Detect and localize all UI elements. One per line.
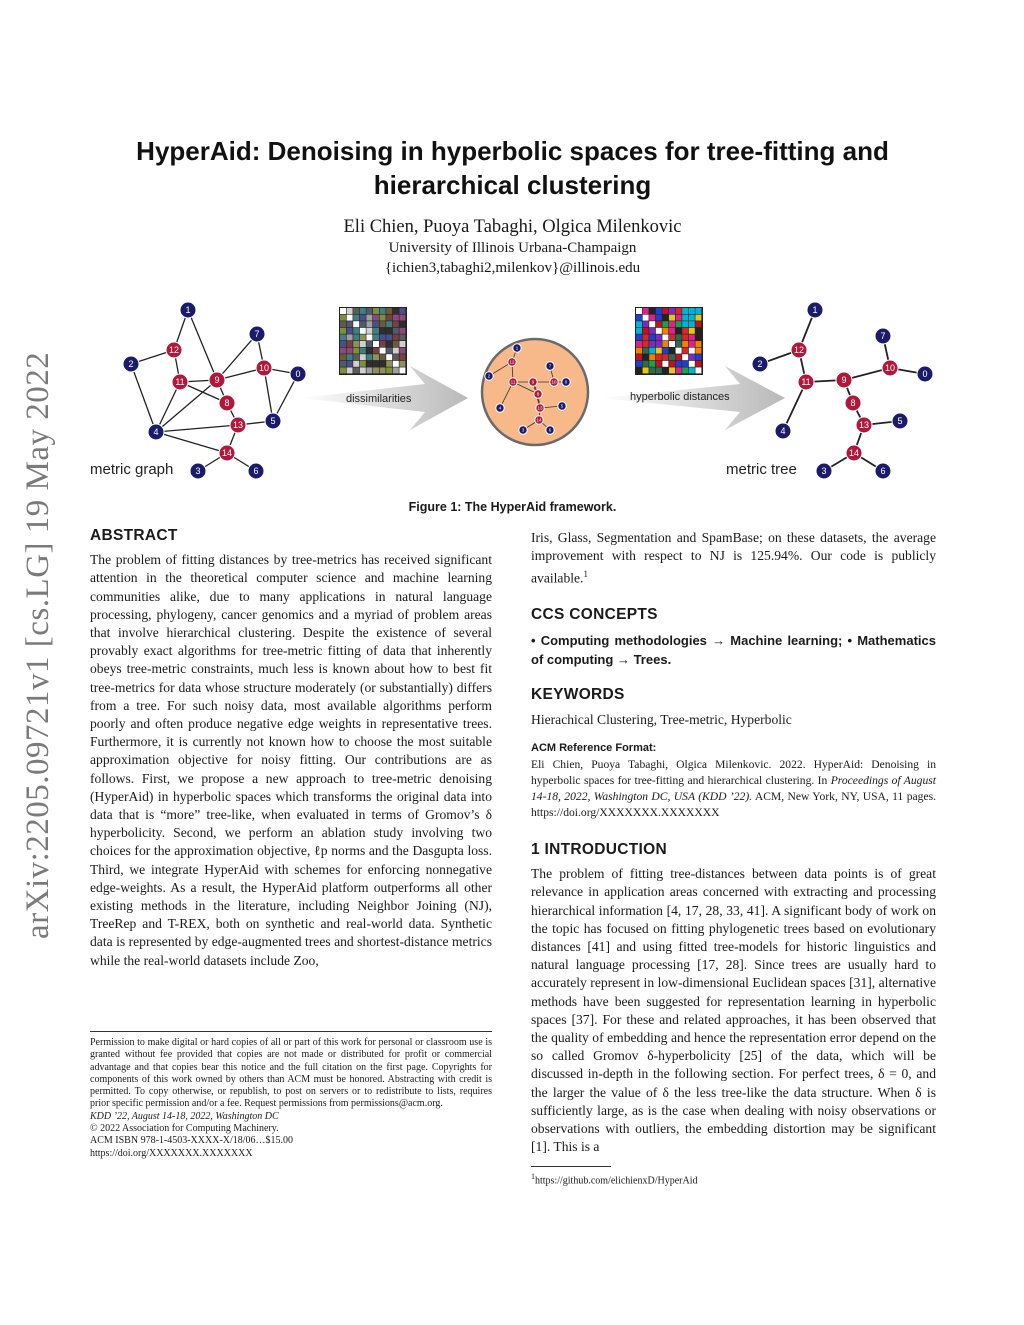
matrix-cell <box>373 367 379 373</box>
matrix-cell <box>682 315 688 321</box>
matrix-cell <box>669 341 675 347</box>
matrix-cell <box>340 361 346 367</box>
matrix-cell <box>366 341 372 347</box>
permission-block <box>90 1037 492 1160</box>
authors: Eli Chien, Puoya Tabaghi, Olgica Milenkovic <box>343 217 682 237</box>
matrix-cell <box>695 308 701 314</box>
matrix-cell <box>399 367 405 373</box>
matrix-cell <box>340 334 346 340</box>
matrix-cell <box>386 334 392 340</box>
matrix-cell <box>682 308 688 314</box>
graph-node-label: 7 <box>254 329 260 340</box>
permission-text: Permission to make digital or hard copies of all or part of this work for personal or classroom use is granted without fee provided that copies are not made or distributed for profit or commercial advantage and that copies bear this notice and the full citation on the first page. Copyrights for components of this work owned by others than ACM must be honored. Abstracting with credit is permitted. To copy otherwise, or republish, to post on servers or to redistribute to lists, requires prior specific permission and/or a fee. Request permissions from permissions@acm.org. <box>90 1037 492 1110</box>
matrix-cell <box>662 321 668 327</box>
footnote-url: https://github.com/elichienxD/HyperAid <box>535 1175 698 1187</box>
matrix-cell <box>662 328 668 334</box>
graph-node-label: 12 <box>168 345 180 356</box>
matrix-cell <box>695 367 701 373</box>
keywords-text: Hierachical Clustering, Tree-metric, Hyperbolic <box>531 711 792 727</box>
matrix-cell <box>360 328 366 334</box>
disk-node-label: 2 <box>487 373 491 379</box>
acm-ref-heading: ACM Reference Format: <box>531 741 657 754</box>
graph-edge <box>156 432 227 453</box>
disk-node-label: 9 <box>531 379 535 385</box>
matrix-cell <box>366 334 372 340</box>
matrix-cell <box>393 348 399 354</box>
matrix-cell <box>662 341 668 347</box>
matrix-cell <box>366 367 372 373</box>
matrix-cell <box>393 334 399 340</box>
matrix-cell <box>682 328 688 334</box>
matrix-cell <box>669 334 675 340</box>
matrix-cell <box>373 308 379 314</box>
ccs-concepts: • Computing methodologies → Machine learning; • Mathematics of computing → Trees. <box>531 633 936 668</box>
tree-node-label: 3 <box>821 466 827 477</box>
affiliation: University of Illinois Urbana-Champaign <box>388 240 637 256</box>
disk-node-label: 8 <box>536 391 540 397</box>
footnote-rule <box>531 1166 611 1167</box>
matrix-cell <box>662 308 668 314</box>
matrix-cell <box>353 328 359 334</box>
matrix-cell <box>676 348 682 354</box>
matrix-cell <box>695 328 701 334</box>
disk-node-label: 14 <box>536 417 542 423</box>
matrix-cell <box>662 361 668 367</box>
disk-node-label: 5 <box>560 403 564 409</box>
right-column <box>531 529 936 1156</box>
matrix-cell <box>643 308 649 314</box>
permission-rule <box>90 1031 492 1032</box>
matrix-cell <box>360 354 366 360</box>
graph-node-label: 10 <box>258 363 270 374</box>
graph-node-label: 1 <box>185 305 191 316</box>
matrix-cell <box>347 341 353 347</box>
matrix-cell <box>353 321 359 327</box>
matrix-cell <box>636 334 642 340</box>
matrix-cell <box>353 334 359 340</box>
disk-node-label: 0 <box>564 379 568 385</box>
matrix-cell <box>366 354 372 360</box>
tree-node-label: 8 <box>850 398 856 409</box>
matrix-cell <box>360 341 366 347</box>
matrix-cell <box>649 341 655 347</box>
matrix-cell <box>682 354 688 360</box>
matrix-cell <box>689 328 695 334</box>
matrix-cell <box>347 328 353 334</box>
matrix-cell <box>656 308 662 314</box>
matrix-cell <box>689 321 695 327</box>
matrix-cell <box>353 315 359 321</box>
matrix-cell <box>380 308 386 314</box>
matrix-cell <box>682 361 688 367</box>
matrix-cell <box>366 361 372 367</box>
tree-node-label: 2 <box>757 359 763 370</box>
matrix-cell <box>682 321 688 327</box>
matrix-cell <box>669 321 675 327</box>
disk-node-label: 1 <box>515 345 519 351</box>
keywords-heading: KEYWORDS <box>531 686 625 704</box>
matrix-cell <box>636 354 642 360</box>
matrix-cell <box>373 315 379 321</box>
matrix-cell <box>636 348 642 354</box>
matrix-cell <box>347 361 353 367</box>
matrix-cell <box>386 315 392 321</box>
disk-node-label: 10 <box>551 379 557 385</box>
matrix-cell <box>393 341 399 347</box>
matrix-cell <box>662 348 668 354</box>
matrix-cell <box>380 348 386 354</box>
disk-node-label: 11 <box>510 379 516 385</box>
matrix-cell <box>656 315 662 321</box>
disk-node-label: 6 <box>548 427 552 433</box>
graph-node-label: 13 <box>232 420 244 431</box>
graph-node-label: 3 <box>195 466 201 477</box>
matrix-cell <box>669 354 675 360</box>
graph-node-label: 8 <box>224 398 230 409</box>
matrix-cell <box>353 367 359 373</box>
matrix-cell <box>695 334 701 340</box>
matrix-cell <box>636 341 642 347</box>
matrix-cell <box>360 308 366 314</box>
paper-title: HyperAid: Denoising in hyperbolic spaces for tree-fitting and hierarchical clustering <box>136 136 889 200</box>
email: {ichien3,tabaghi2,milenkov}@illinois.edu <box>384 260 641 276</box>
tree-node-label: 12 <box>793 345 805 356</box>
matrix-cell <box>649 321 655 327</box>
copyright-line: © 2022 Association for Computing Machinery. <box>90 1123 279 1135</box>
matrix-cell <box>380 341 386 347</box>
graph-node-label: 0 <box>295 369 301 380</box>
figure-caption: Figure 1: The HyperAid framework. <box>408 500 617 514</box>
matrix-cell <box>676 354 682 360</box>
matrix-cell <box>393 308 399 314</box>
matrix-cell <box>393 328 399 334</box>
graph-node-label: 4 <box>153 427 159 438</box>
matrix-cell <box>689 308 695 314</box>
matrix-cell <box>360 361 366 367</box>
matrix-cell <box>689 334 695 340</box>
arrow1-label: dissimilarities <box>346 393 412 405</box>
matrix-cell <box>347 321 353 327</box>
matrix-cell <box>649 367 655 373</box>
matrix-cell <box>347 315 353 321</box>
matrix-cell <box>380 334 386 340</box>
matrix-cell <box>636 361 642 367</box>
matrix-cell <box>669 348 675 354</box>
tree-node-label: 11 <box>801 377 811 388</box>
matrix-cell <box>636 315 642 321</box>
tree-node-label: 10 <box>884 363 896 374</box>
matrix-cell <box>347 308 353 314</box>
matrix-cell <box>399 334 405 340</box>
matrix-cell <box>649 354 655 360</box>
abstract-heading: ABSTRACT <box>90 527 178 544</box>
matrix-cell <box>393 361 399 367</box>
matrix-cell <box>340 348 346 354</box>
matrix-cell <box>347 367 353 373</box>
matrix-cell <box>340 354 346 360</box>
conference-line: KDD ’22, August 14-18, 2022, Washington DC <box>90 1110 279 1122</box>
matrix-cell <box>682 367 688 373</box>
matrix-cell <box>689 341 695 347</box>
matrix-cell <box>669 328 675 334</box>
abstract-text: The problem of fitting distances by tree-metrics has received significant attention in the theoretical computer science and machine learning communities alike, due to many applications in natural language processing, phylogeny, cancer genomics and a myriad of problem areas that involve hierarchical clustering. Despite the existence of several provably exact algorithms for tree-metric fitting of data that inherently obeys tree-metric constraints, much less is known about how to best fit tree-metrics for data whose structure moderately (or substantially) differs from a tree. For such noisy data, most available algorithms perform poorly and often produce negative edge weights in representative trees. Furthermore, it is currently not known how to choose the most suitable approximation objective for noisy fitting. Our contributions are as follows. First, we propose a new approach to tree-metric denoising (HyperAid) in hyperbolic spaces which transforms the original data into data that is “more” tree-like, when evaluated in terms of Gromov’s δ hyperbolicity. Second, we perform an ablation study involving two choices for the approximation objective, ℓp norms and the Dasgupta loss. Third, we integrate HyperAid with schemes for enforcing nonnegative edge-weights. As a result, the HyperAid platform outperforms all other existing methods in the literature, including Neighbor Joining (NJ), TreeRep and T-REX, both on synthetic and real-world data. Synthetic data is represented by edge-augmented trees and shortest-distance metrics while the real-world datasets include Zoo, <box>90 552 492 968</box>
matrix-cell <box>347 348 353 354</box>
tree-node-label: 6 <box>880 466 886 477</box>
matrix-cell <box>399 361 405 367</box>
tree-node-label: 7 <box>880 331 886 342</box>
matrix-cell <box>689 315 695 321</box>
matrix-cell <box>366 308 372 314</box>
matrix-cell <box>386 321 392 327</box>
matrix-cell <box>386 341 392 347</box>
matrix-cell <box>353 361 359 367</box>
metric-tree-label: metric tree <box>726 461 797 478</box>
abstract-continued: Iris, Glass, Segmentation and SpamBase; on these datasets, the average improvement with respect to NJ is 125.94%. Our code is publicly available.$^1$ <box>531 530 936 586</box>
matrix-cell <box>649 348 655 354</box>
matrix-cell <box>399 308 405 314</box>
matrix-cell <box>393 315 399 321</box>
matrix-cell <box>695 315 701 321</box>
introduction-text: The problem of fitting tree-distances between data points is of great relevance in application areas concerned with extracting and processing hierarchical information [4, 17, 28, 33, 41]. A significant body of work on the topic has focused on fitting phylogenetic trees based on evolutionary distances [41] and using fitted tree-models for historic linguistics and natural language processing [17, 28]. Since trees are usually hard to accurately represent in low-dimensional Euclidean spaces [31], alternative methods have been suggested for representation learning in hyperbolic spaces [37]. For these and related approaches, it has been observed that the quality of embedding and hence the representation error depend on the so called Gromov δ-hyperbolicity [25] of the data, which will be discussed in-depth in the following section. For perfect trees, δ = 0, and the larger the value of δ the less tree-like the data structure. When δ is sufficiently large, as is the case when dealing with noisy observations or observations with outliers, the embedding distortion may be significant [1]. This is a <box>531 866 936 1155</box>
matrix-cell <box>380 354 386 360</box>
matrix-cell <box>366 328 372 334</box>
tree-node-label: 13 <box>858 420 870 431</box>
matrix-cell <box>656 367 662 373</box>
matrix-cell <box>373 341 379 347</box>
tree-node-label: 5 <box>897 416 903 427</box>
matrix-cell <box>649 334 655 340</box>
matrix-cell <box>360 334 366 340</box>
matrix-cell <box>399 321 405 327</box>
matrix-cell <box>643 341 649 347</box>
matrix-cell <box>366 321 372 327</box>
matrix-cell <box>662 315 668 321</box>
arrow2-label: hyperbolic distances <box>630 391 730 403</box>
matrix-cell <box>380 321 386 327</box>
matrix-cell <box>676 334 682 340</box>
matrix-cell <box>656 354 662 360</box>
acm-reference: Eli Chien, Puoya Tabaghi, Olgica Milenkovic. 2022. HyperAid: Denoising in hyperbolic spaces for tree-fitting and hierarchical clustering. In Proceedings of August 14-18, 2022, Washington DC, USA (KDD ’22). ACM, New York, NY, USA, 11 pages. https://doi.org/XXXXXXX.XXXXXXX <box>531 757 937 819</box>
graph-node-label: 11 <box>175 377 185 388</box>
matrix-cell <box>393 367 399 373</box>
graph-node-label: 2 <box>128 359 134 370</box>
matrix-cell <box>643 328 649 334</box>
matrix-cell <box>682 334 688 340</box>
matrix-cell <box>643 315 649 321</box>
matrix-cell <box>373 321 379 327</box>
matrix-cell <box>662 354 668 360</box>
disk-node-label: 4 <box>498 405 502 411</box>
matrix-cell <box>643 348 649 354</box>
disk-node-label: 12 <box>509 359 515 365</box>
introduction-heading: 1 INTRODUCTION <box>531 840 667 858</box>
matrix-cell <box>340 321 346 327</box>
matrix-cell <box>399 348 405 354</box>
matrix-cell <box>669 367 675 373</box>
matrix-cell <box>386 308 392 314</box>
matrix-cell <box>360 348 366 354</box>
tree-node-label: 0 <box>922 369 928 380</box>
matrix-cell <box>676 321 682 327</box>
disk-node-label: 3 <box>521 427 525 433</box>
matrix-cell <box>380 361 386 367</box>
matrix-cell <box>373 348 379 354</box>
matrix-cell <box>360 315 366 321</box>
arxiv-identifier: arXiv:2205.09721v1 [cs.LG] 19 May 2022 <box>20 351 56 939</box>
disk-node-label: 13 <box>537 405 543 411</box>
matrix-cell <box>636 321 642 327</box>
matrix-cell <box>399 354 405 360</box>
matrix-cell <box>353 308 359 314</box>
matrix-cell <box>656 348 662 354</box>
hyperaid-figure <box>80 296 950 496</box>
matrix-cell <box>689 361 695 367</box>
matrix-cell <box>380 328 386 334</box>
matrix-cell <box>649 308 655 314</box>
matrix-cell <box>643 321 649 327</box>
matrix-cell <box>682 348 688 354</box>
matrix-cell <box>669 315 675 321</box>
abstract-section <box>90 527 492 970</box>
tree-node-label: 9 <box>841 375 847 386</box>
matrix-cell <box>676 328 682 334</box>
matrix-cell <box>399 341 405 347</box>
matrix-cell <box>656 361 662 367</box>
matrix-cell <box>353 348 359 354</box>
matrix-cell <box>366 348 372 354</box>
graph-edge <box>217 334 257 380</box>
matrix-cell <box>676 341 682 347</box>
matrix-cell <box>373 361 379 367</box>
tree-node-label: 1 <box>812 305 818 316</box>
matrix-cell <box>695 321 701 327</box>
matrix-cell <box>380 367 386 373</box>
matrix-cell <box>636 328 642 334</box>
matrix-cell <box>676 367 682 373</box>
metric-graph-label: metric graph <box>90 461 174 478</box>
matrix-cell <box>676 308 682 314</box>
matrix-cell <box>340 367 346 373</box>
tree-node-label: 14 <box>848 448 860 459</box>
matrix-cell <box>649 361 655 367</box>
matrix-cell <box>393 321 399 327</box>
matrix-cell <box>695 348 701 354</box>
figure-svg <box>80 296 950 496</box>
graph-edge <box>156 425 238 432</box>
matrix-cell <box>649 315 655 321</box>
matrix-cell <box>386 328 392 334</box>
matrix-cell <box>353 341 359 347</box>
matrix-cell <box>695 361 701 367</box>
matrix-cell <box>636 367 642 373</box>
matrix-cell <box>649 328 655 334</box>
matrix-cell <box>689 367 695 373</box>
matrix-cell <box>340 328 346 334</box>
matrix-cell <box>353 354 359 360</box>
matrix-cell <box>676 361 682 367</box>
matrix-cell <box>360 321 366 327</box>
matrix-cell <box>373 328 379 334</box>
matrix-cell <box>373 354 379 360</box>
graph-edge <box>156 380 217 432</box>
matrix-cell <box>656 328 662 334</box>
ccs-heading: CCS CONCEPTS <box>531 606 658 624</box>
matrix-cell <box>347 334 353 340</box>
matrix-cell <box>643 367 649 373</box>
matrix-cell <box>643 334 649 340</box>
isbn-line: ACM ISBN 978-1-4503-XXXX-X/18/06…$15.00 <box>90 1135 294 1147</box>
matrix-cell <box>340 308 346 314</box>
matrix-cell <box>689 354 695 360</box>
matrix-cell <box>399 315 405 321</box>
matrix-cell <box>373 334 379 340</box>
matrix-cell <box>393 354 399 360</box>
disk-node-label: 7 <box>548 363 552 369</box>
matrix-cell <box>656 341 662 347</box>
matrix-cell <box>662 334 668 340</box>
matrix-cell <box>656 321 662 327</box>
matrix-cell <box>643 354 649 360</box>
matrix-cell <box>695 341 701 347</box>
matrix-cell <box>662 367 668 373</box>
dissimilarity-matrix <box>339 307 407 375</box>
matrix-cell <box>380 315 386 321</box>
matrix-cell <box>399 328 405 334</box>
matrix-cell <box>676 315 682 321</box>
matrix-cell <box>386 367 392 373</box>
matrix-cell <box>366 315 372 321</box>
matrix-cell <box>656 334 662 340</box>
graph-node-label: 9 <box>214 375 220 386</box>
doi-line: https://doi.org/XXXXXXX.XXXXXXX <box>90 1147 253 1159</box>
matrix-cell <box>643 361 649 367</box>
matrix-cell <box>689 348 695 354</box>
matrix-cell <box>360 367 366 373</box>
matrix-cell <box>340 315 346 321</box>
matrix-cell <box>386 354 392 360</box>
graph-edge <box>131 364 156 432</box>
graph-edge <box>188 310 217 380</box>
footnote: $^1$https://github.com/elichienxD/HyperAid <box>531 1172 698 1187</box>
matrix-cell <box>347 354 353 360</box>
graph-node-label: 14 <box>221 448 233 459</box>
matrix-cell <box>340 341 346 347</box>
matrix-cell <box>682 341 688 347</box>
matrix-cell <box>669 308 675 314</box>
graph-node-label: 5 <box>270 416 276 427</box>
hyperbolic-matrix <box>635 307 703 375</box>
matrix-cell <box>669 361 675 367</box>
matrix-cell <box>636 308 642 314</box>
matrix-cell <box>695 354 701 360</box>
matrix-cell <box>386 348 392 354</box>
graph-node-label: 6 <box>253 466 259 477</box>
matrix-cell <box>386 361 392 367</box>
tree-node-label: 4 <box>780 426 786 437</box>
